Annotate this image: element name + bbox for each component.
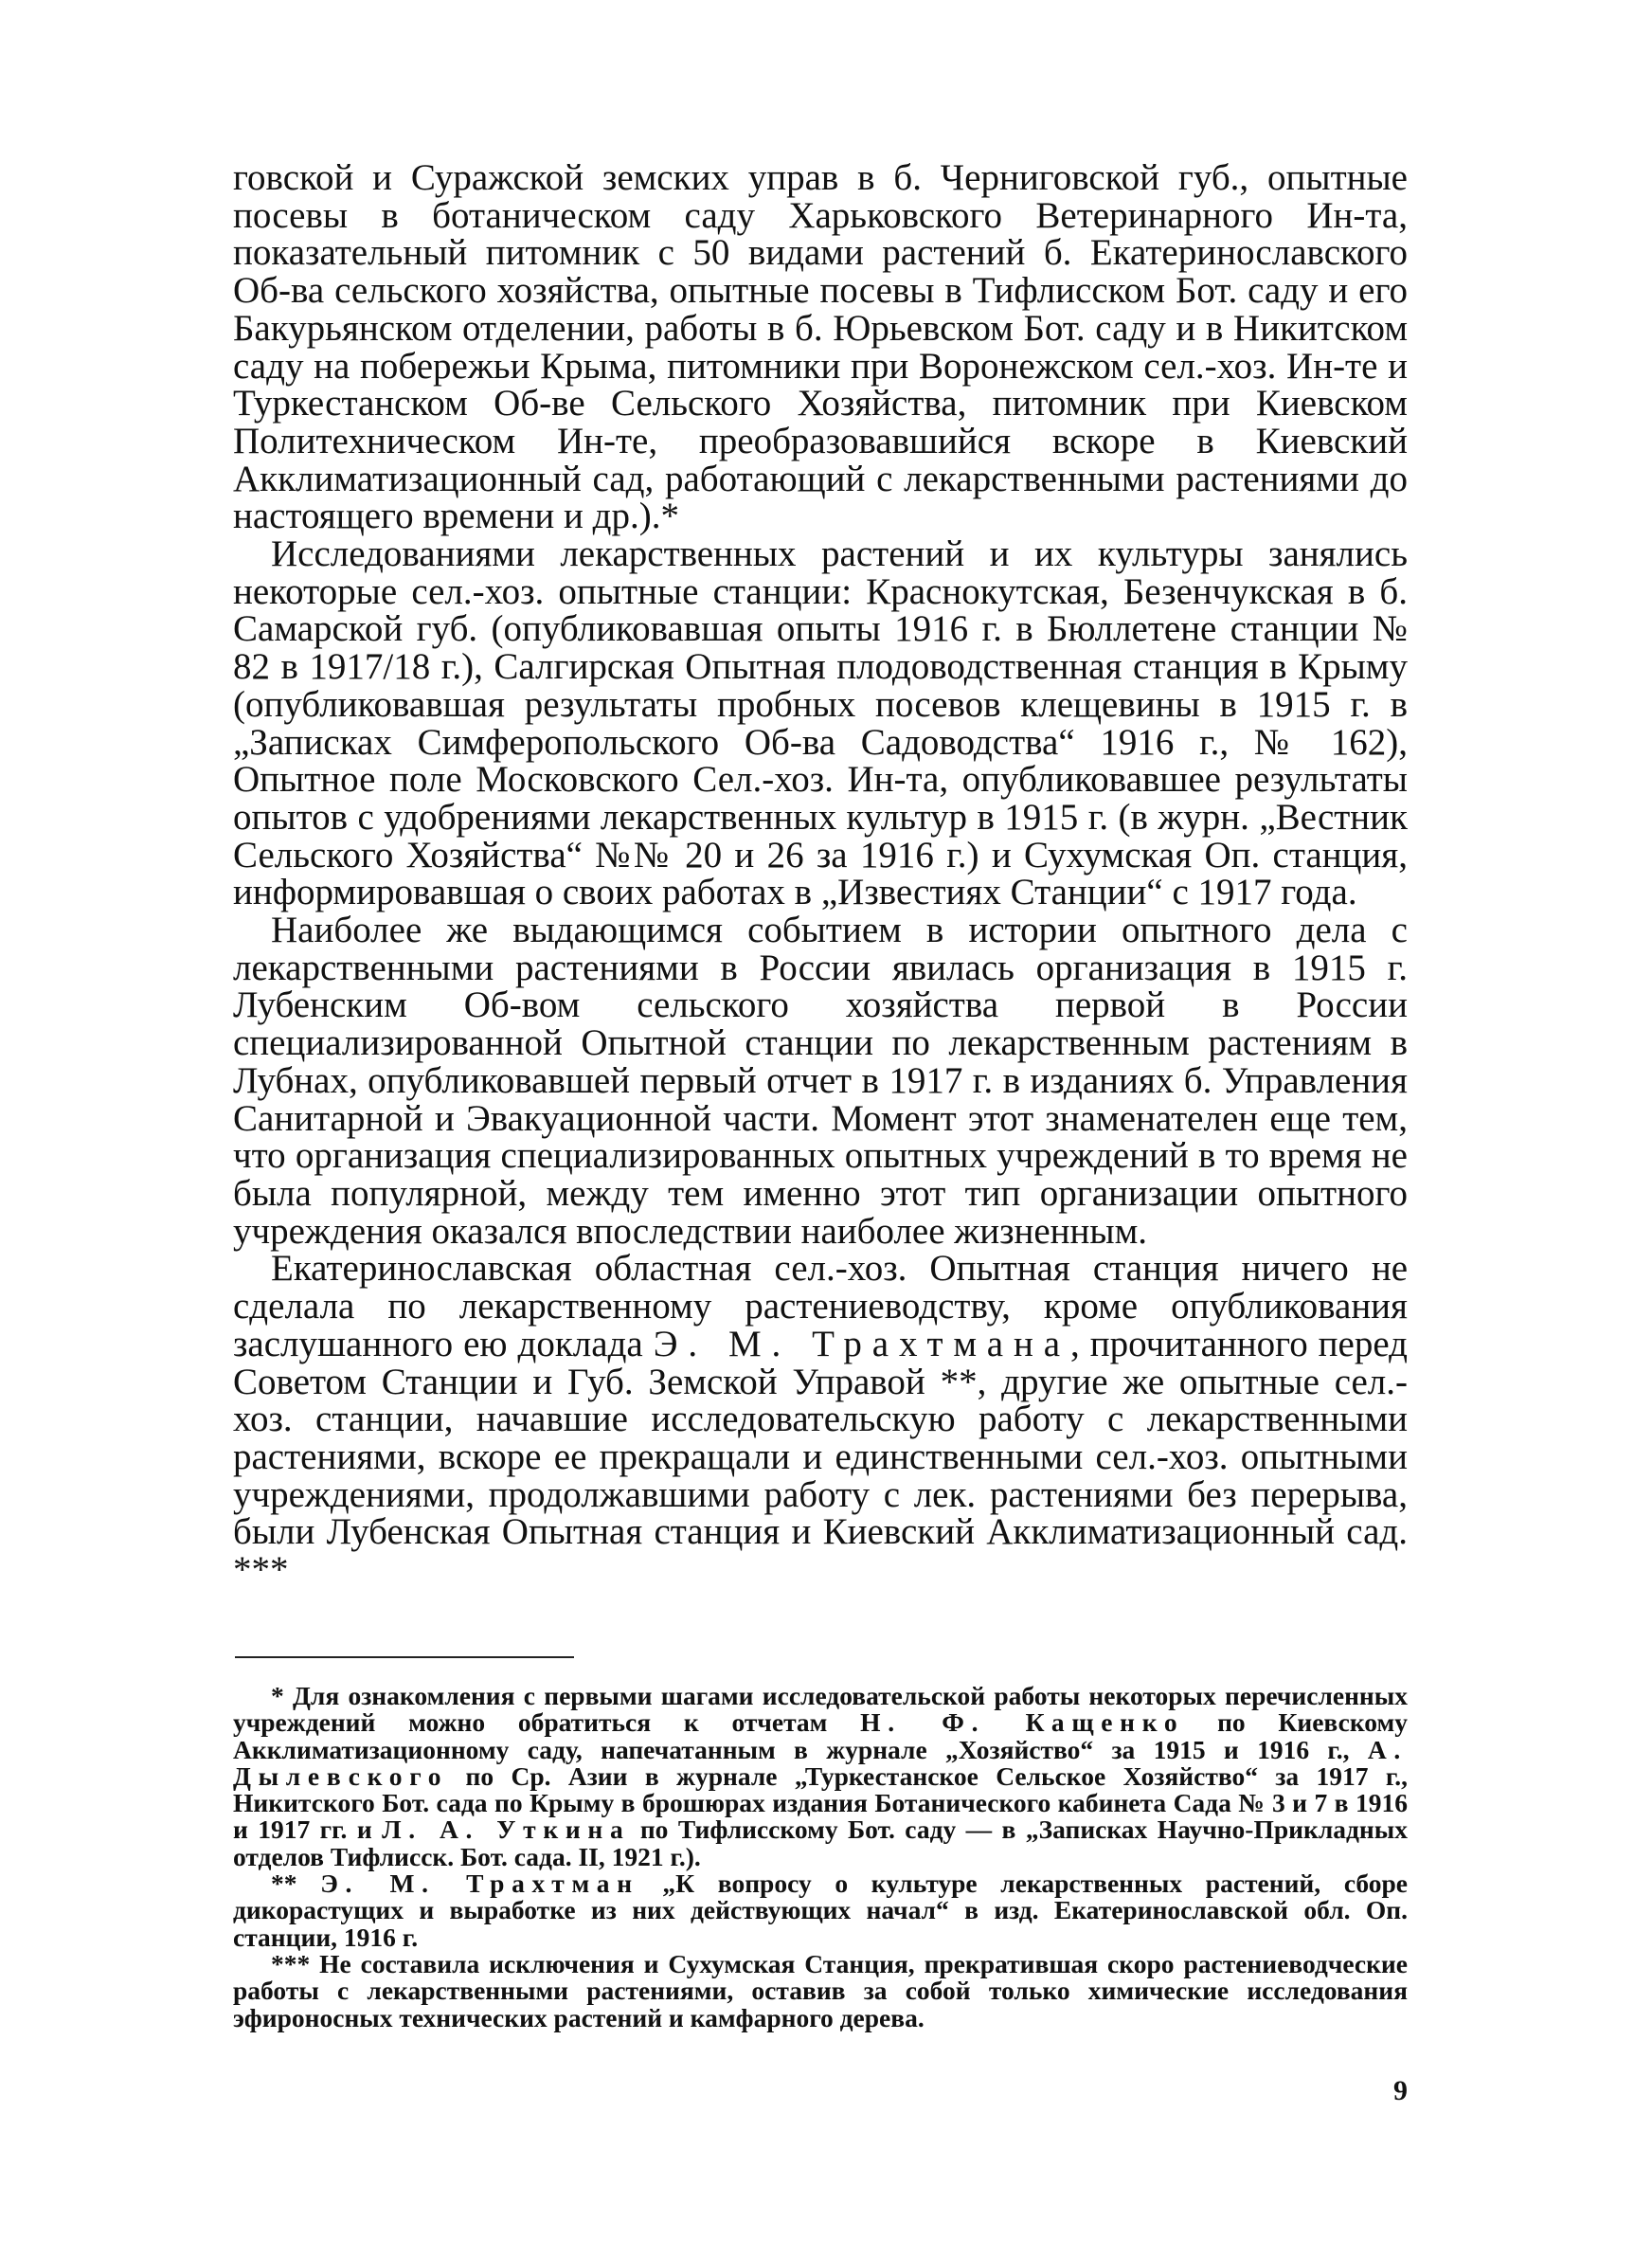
footnote-2-marker: ** xyxy=(271,1869,321,1899)
paragraph-2: Исследованиями лекарственных растений и их культуры занялись некоторые сел.-хоз. опытные станции: Краснокутская, Безенчукская в б. Самарской губ. (опубликовавшая опыты 1916 г. в Бюллетене станции № 82 в 1917/18 г.), Салгирская Опытная плодоводственная станция в Крыму (опубликовавшая результаты пробных посевов клещевины в 1915 г. в „Записках Симферопольского Об-ва Садоводства“ 1916 г., № 162), Опытное поле Московского Сел.-хоз. Ин-та, опубликовавшее результаты опытов с удобрениями лекарственных культур в 1915 г. (в журн. „Вестник Сельского Хозяйства“ №№ 20 и 26 за 1916 г.) и Сухумская Оп. станция, информировавшая о своих работах в „Известиях Станции“ с 1917 года. xyxy=(233,533,1408,913)
page-number: 9 xyxy=(1393,2075,1408,2106)
author-name: Э. М. Трахтмана xyxy=(653,1323,1071,1364)
footnote-1-text-d: по Тифлисскому Бот. саду — в „Записках Научно-Прикладных отделов Тифлисск. Бот. сада. II, 1921 г.). xyxy=(233,1815,1408,1871)
footnote-1-name-c: Л. А. Уткина xyxy=(382,1815,631,1845)
footnote-1 xyxy=(233,1683,1408,1870)
paragraph-3: Наиболее же выдающимся событием в истории опытного дела с лекарственными растениями в России явилась организация в 1915 г. Лубенским Об-вом сельского хозяйства первой в России специализированной Опытной станции по лекарственным растениям в Лубнах, опубликовавшей первый отчет в 1917 г. в изданиях б. Управления Санитарной и Эвакуационной части. Момент этот знаменателен еще тем, что организация специализированных опытных учреждений в то время не была популярной, между тем именно этот тип организации опытного учреждения оказался впоследствии наиболее жизненным. xyxy=(233,910,1408,1252)
paragraph-4-text-a: Екатеринославская областная сел.-хоз. Опытная станция ничего не сделала по лекарственному растениеводству, кроме опубликования заслушанного ею доклада xyxy=(233,1248,1408,1364)
footnote-2 xyxy=(233,1870,1408,1951)
footnote-1-name-a: Н. Ф. Кащенко xyxy=(860,1707,1185,1738)
footnote-1-text-c: по Ср. Азии в журнале „Туркестанское Сельское Хозяйство“ за 1917 г., Никитского Бот. сада по Крыму в брошюрах издания Ботанического кабинета Сада № 3 и 7 в 1916 и 1917 гг. и xyxy=(233,1760,1408,1845)
footnote-3: *** Не составила исключения и Сухумская Станция, прекратившая скоро растениеводческие работы с лекарственными растениями, оставив за собой только химические исследования эфироносных технических растений и камфарного дерева. xyxy=(233,1948,1408,2032)
paragraph-1: говской и Суражской земских управ в б. Черниговской губ., опытные посевы в ботаническом саду Харьковского Ветеринарного Ин-та, показательный питомник с 50 видами растений б. Екатеринославского Об-ва сельского хозяйства, опытные посевы в Тифлисском Бот. саду и его Бакурьянском отделении, работы в б. Юрьевском Бот. саду и в Никитском саду на побережьи Крыма, питомники при Воронежском сел.-хоз. Ин-те и Туркестанском Об-ве Сельского Хозяйства, питомник при Киевском Политехническом Ин-те, преобразовавшийся вскоре в Киевский Акклиматизационный сад, работающий с лекарственными растениями до настоящего времени и др.).* xyxy=(233,157,1408,537)
footnotes xyxy=(233,1683,1408,2031)
paragraph-4-text-b: , прочитанного перед Советом Станции и Губ. Земской Управой **, другие же опытные сел.-хоз. станции, начавшие исследовательскую работу с лекарственными растениями, вскоре ее прекращали и единственными сел.-хоз. опытными учреждениями, продолжавшими работу с лек. растениями без перерыва, были Лубенская Опытная станция и Киевский Акклиматизационный сад. *** xyxy=(233,1323,1408,1591)
footnote-divider xyxy=(235,1656,574,1658)
footnote-1-text-b: по Киевскому Акклиматизационному саду, напечатанным в журнале „Хозяйство“ за 1915 и 1916 г., xyxy=(233,1707,1409,1764)
paragraph-4 xyxy=(233,1248,1408,1591)
footnote-2-name: Э. М. Трахтман xyxy=(320,1869,639,1899)
footnote-1-name-b: А. Дылевского xyxy=(233,1734,1408,1791)
footnote-2-text: „К вопросу о культуре лекарственных растений, сборе дикорастущих и выработке из них действующих начал“ в изд. Екатеринославской обл. Оп. станции, 1916 г. xyxy=(233,1869,1409,1952)
main-text xyxy=(233,159,1408,1589)
footnote-1-text-a: * Для ознакомления с первыми шагами исследовательской работы некоторых перечисленных учреждений можно обратиться к отчетам xyxy=(233,1681,1408,1738)
